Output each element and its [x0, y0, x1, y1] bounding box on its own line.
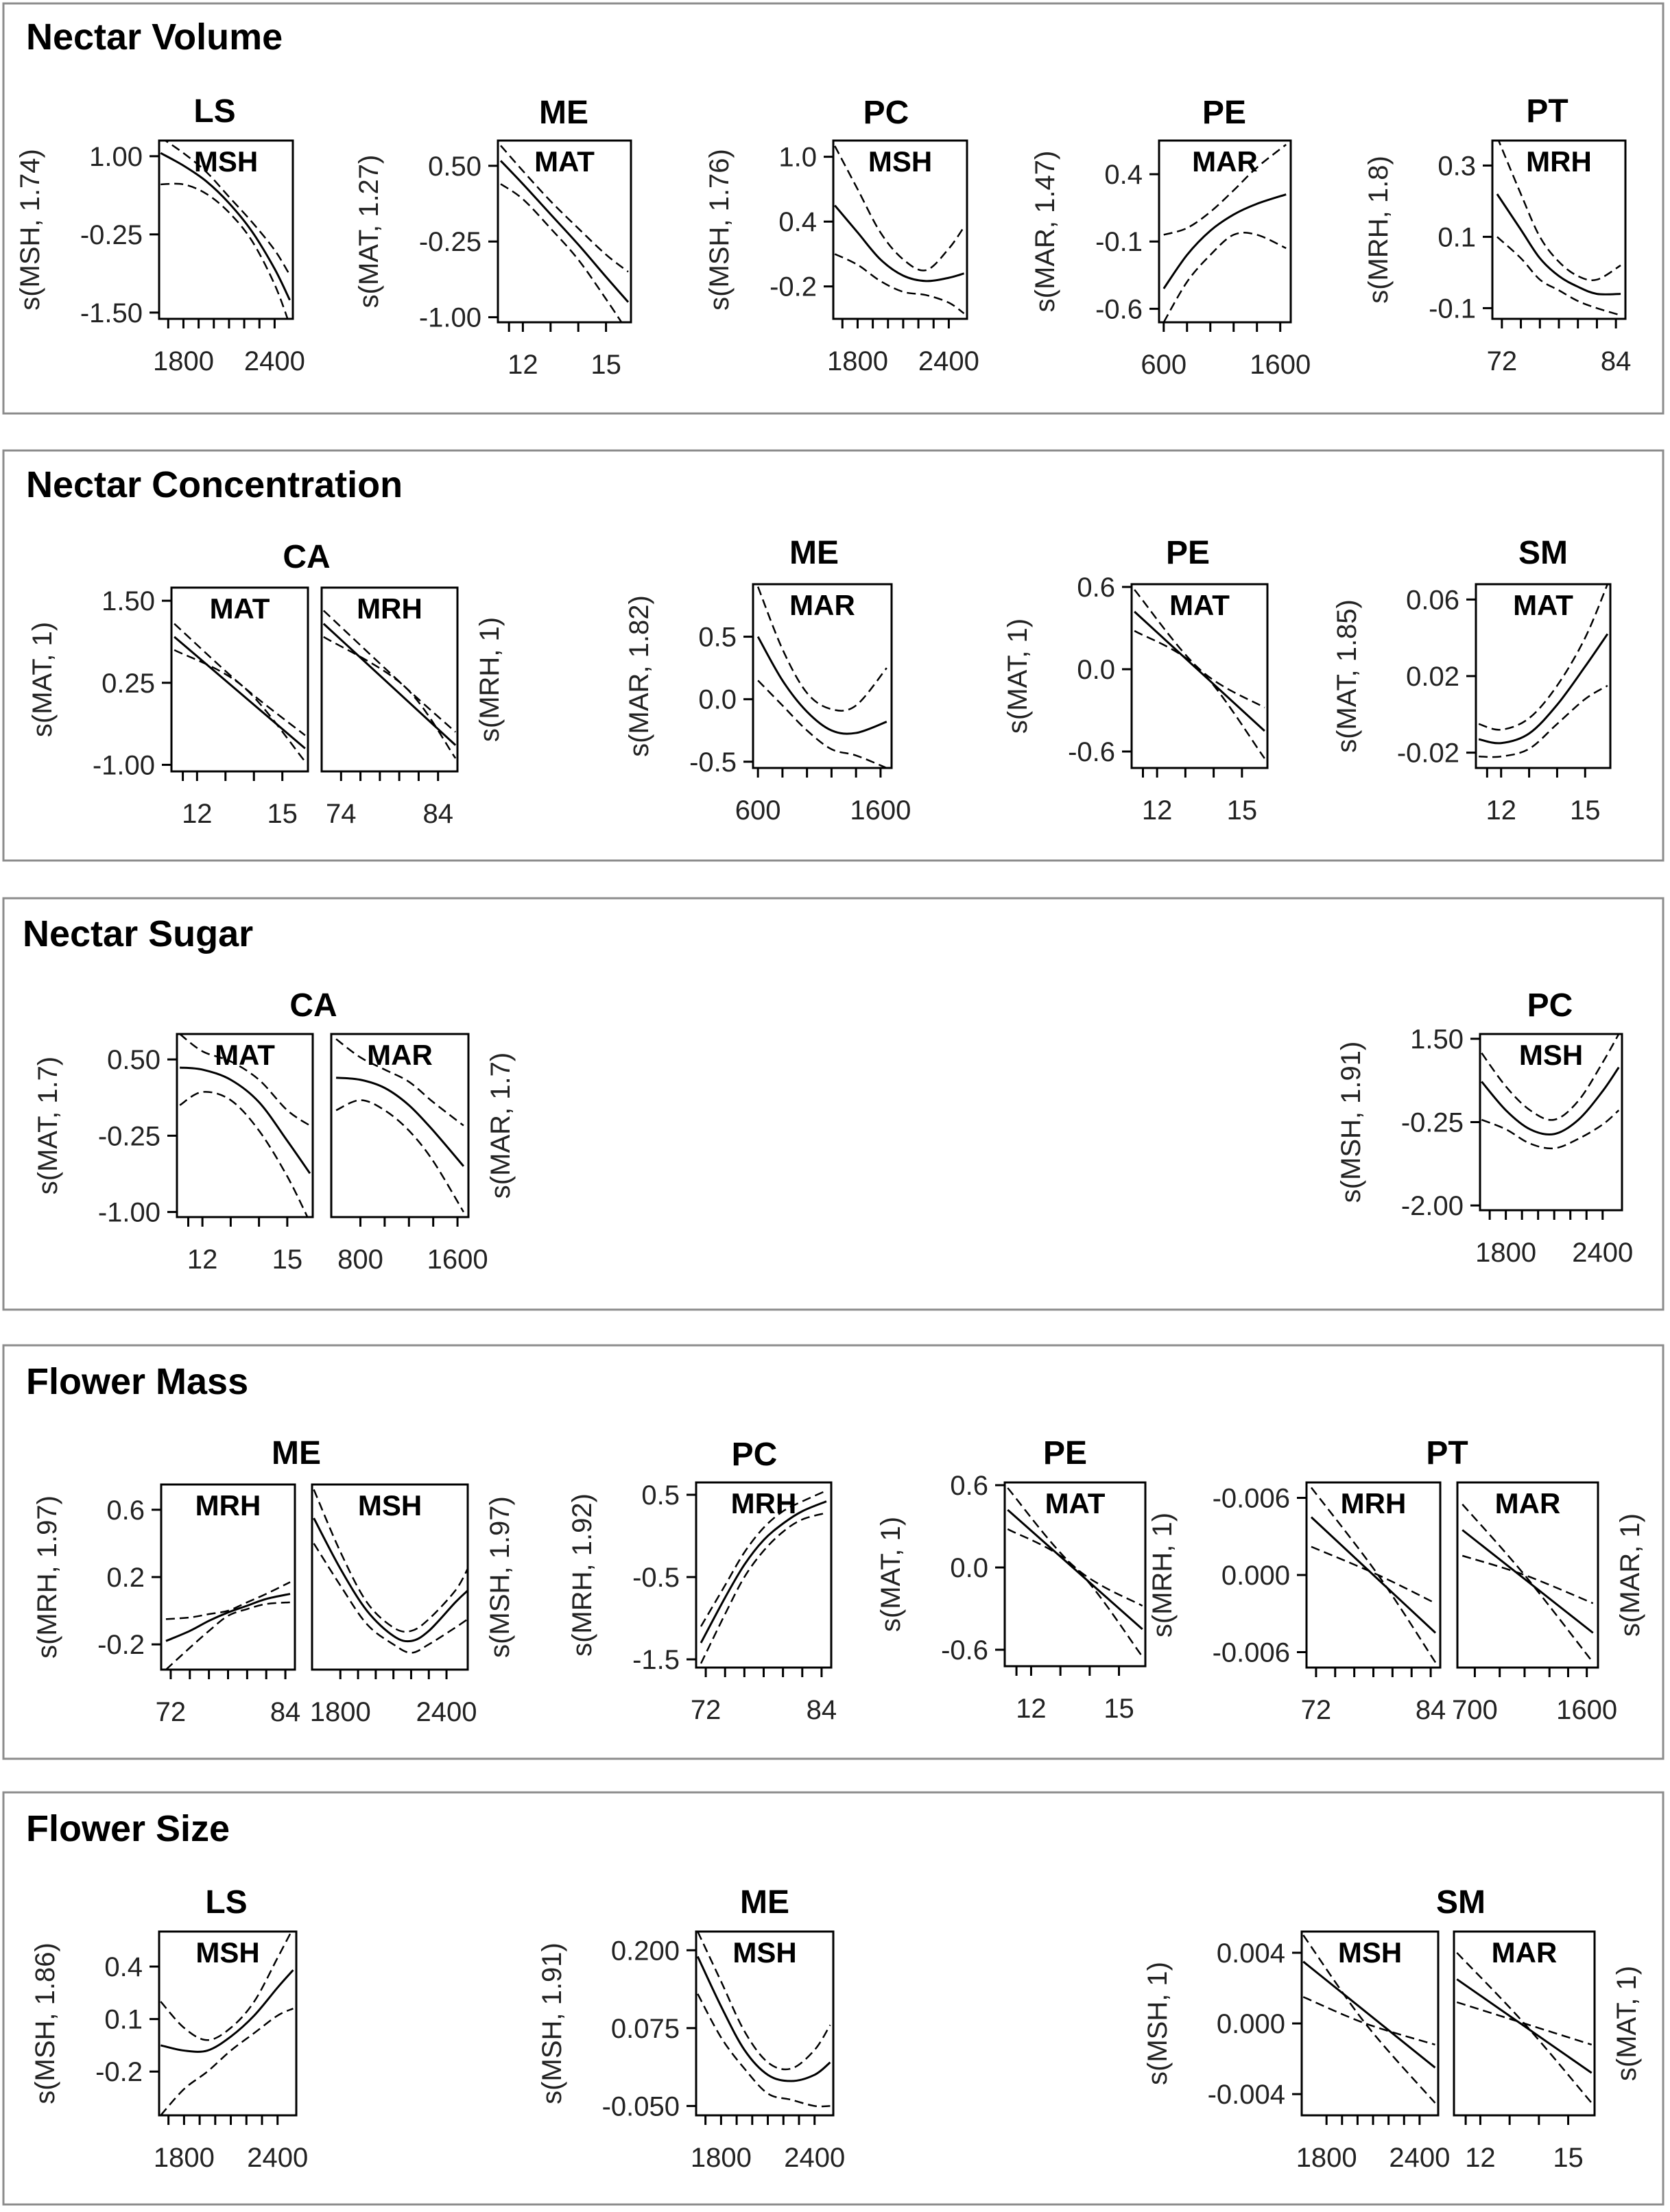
group-label: PC	[1527, 987, 1573, 1024]
y-tick-label: 0.6	[106, 1495, 145, 1526]
smooth-fit-line	[1479, 634, 1608, 743]
y-axis-label: s(MSH, 1.97)	[485, 1496, 515, 1658]
y-axis-label: s(MAT, 1)	[27, 621, 58, 738]
inner-label: MSH	[868, 145, 933, 178]
lower-ci-line	[174, 650, 305, 762]
lower-ci-line	[160, 184, 289, 325]
inner-label: MSH	[1337, 1936, 1403, 1969]
x-tick-label: 1600	[1250, 350, 1311, 380]
curve-group	[174, 624, 305, 762]
x-tick-label: 74	[326, 799, 357, 829]
y-tick-label: -0.25	[80, 219, 143, 250]
smooth-fit-line	[1497, 194, 1621, 294]
y-tick-label: -1.50	[80, 298, 143, 328]
subplot	[15, 137, 305, 376]
panel-title: Nectar Sugar	[23, 913, 254, 954]
y-tick-label: -0.1	[1429, 293, 1476, 324]
smooth-fit-line	[1462, 1530, 1593, 1633]
x-tick-label: 2400	[416, 1697, 477, 1727]
x-tick-label: 84	[1415, 1695, 1446, 1725]
inner-label: MRH	[1340, 1487, 1407, 1519]
y-tick-label: 1.50	[102, 586, 155, 617]
panel-flower-size	[3, 1792, 1663, 2204]
subplot	[33, 1034, 313, 1275]
x-tick-label: 12	[1465, 2143, 1496, 2173]
y-tick-label: 0.25	[102, 668, 155, 699]
x-tick-label: 700	[1452, 1695, 1498, 1725]
y-tick-label: -0.25	[97, 1121, 160, 1152]
upper-ci-line	[166, 1582, 290, 1619]
subplot	[1003, 573, 1267, 826]
upper-ci-line	[1457, 1953, 1591, 2103]
y-tick-label: -0.25	[1400, 1107, 1464, 1138]
x-tick-label: 1800	[1296, 2143, 1357, 2173]
x-tick-label: 15	[272, 1245, 303, 1275]
panel-title: Flower Mass	[26, 1361, 249, 1402]
group-label: PE	[1165, 535, 1210, 571]
x-tick-label: 1600	[427, 1245, 488, 1275]
inner-label: MAT	[1169, 589, 1230, 621]
inner-label: MRH	[1526, 145, 1592, 178]
smooth-fit-line	[501, 160, 628, 302]
y-axis-label: s(MAT, 1)	[876, 1516, 906, 1633]
group-label: ME	[539, 95, 588, 131]
group-label: PE	[1042, 1435, 1088, 1471]
x-tick-label: 12	[182, 799, 213, 829]
group-label: LS	[205, 1884, 248, 1921]
y-axis-label: s(MAT, 1.27)	[354, 154, 384, 309]
x-tick-label: 1800	[152, 346, 214, 376]
curve-group	[1462, 1504, 1593, 1663]
y-tick-label: -1.00	[97, 1197, 160, 1228]
x-tick-label: 15	[1226, 795, 1258, 826]
y-tick-label: 0.0	[1077, 655, 1115, 685]
group-label: SM	[1518, 535, 1568, 571]
y-axis-label: s(MAT, 1)	[1612, 1965, 1642, 2082]
y-axis-label: s(MAT, 1.85)	[1332, 599, 1362, 753]
panel-border	[3, 898, 1663, 1310]
smooth-fit-line	[758, 637, 887, 734]
subplot	[1030, 141, 1311, 380]
x-tick-label: 84	[1600, 346, 1632, 376]
y-tick-label: -1.5	[632, 1645, 680, 1675]
inner-label: MAR	[1192, 145, 1258, 178]
x-tick-label: 12	[508, 350, 538, 380]
group-label: PC	[731, 1436, 778, 1473]
y-tick-label: 0.2	[106, 1563, 145, 1593]
lower-ci-line	[1303, 1997, 1435, 2045]
y-tick-label: 0.3	[1438, 151, 1476, 182]
inner-label: MRH	[357, 592, 422, 625]
smooth-fit-line	[180, 1068, 310, 1173]
x-tick-label: 15	[1570, 795, 1601, 826]
lower-ci-line	[1481, 1110, 1619, 1149]
y-tick-label: 0.004	[1216, 1938, 1285, 1969]
x-tick-label: 15	[1104, 1694, 1134, 1724]
smooth-fit-line	[160, 1970, 293, 2052]
subplot	[1454, 1932, 1642, 2173]
x-tick-label: 600	[735, 795, 781, 826]
panel-nectar-volume	[3, 3, 1663, 413]
y-tick-label: -1.00	[418, 302, 481, 333]
x-tick-label: 72	[155, 1697, 187, 1727]
y-axis-label: s(MRH, 1)	[1147, 1512, 1178, 1638]
x-tick-label: 2400	[1389, 2143, 1451, 2173]
y-axis-label: s(MAR, 1.47)	[1030, 150, 1060, 313]
subplot	[32, 1484, 300, 1727]
y-tick-label: -0.050	[601, 2091, 680, 2122]
curve-group	[324, 611, 455, 758]
smooth-fit-line	[1134, 612, 1265, 731]
y-axis-label: s(MSH, 1.76)	[704, 149, 735, 311]
x-tick-label: 1800	[309, 1697, 371, 1727]
y-tick-label: 0.000	[1221, 1561, 1290, 1591]
panel-nectar-sugar	[3, 898, 1663, 1310]
smooth-fit-line	[174, 637, 305, 749]
inner-label: MSH	[195, 1936, 260, 1969]
subplot	[331, 1034, 516, 1275]
y-axis-label: s(MAT, 1)	[1003, 618, 1033, 734]
x-tick-label: 1600	[1556, 1695, 1618, 1725]
x-tick-label: 84	[270, 1697, 301, 1727]
y-tick-label: 0.4	[104, 1952, 143, 1983]
panel-title: Nectar Volume	[26, 16, 283, 58]
y-tick-label: 0.6	[1077, 573, 1115, 603]
x-tick-label: 12	[1016, 1694, 1047, 1724]
group-label: ME	[740, 1884, 789, 1921]
lower-ci-line	[1164, 232, 1286, 322]
subplot	[537, 1932, 845, 2173]
x-tick-label: 600	[1141, 350, 1187, 380]
group-label: CA	[289, 987, 337, 1024]
y-tick-label: -0.5	[632, 1563, 680, 1593]
x-tick-label: 15	[591, 350, 621, 380]
panel-flower-mass	[3, 1345, 1663, 1759]
smooth-fit-line	[324, 624, 455, 745]
y-tick-label: -0.6	[1068, 737, 1115, 767]
subplot	[322, 588, 505, 829]
y-tick-label: 0.200	[610, 1936, 680, 1967]
subplot	[1147, 1482, 1446, 1725]
y-tick-label: -0.2	[95, 2057, 143, 2088]
group-label: PE	[1202, 95, 1247, 131]
y-tick-label: 0.5	[698, 622, 737, 653]
y-tick-label: -0.006	[1212, 1483, 1290, 1514]
upper-ci-line	[1462, 1504, 1593, 1663]
y-tick-label: -1.00	[92, 750, 155, 781]
y-axis-label: s(MRH, 1)	[475, 616, 505, 743]
inner-label: MAR	[1491, 1936, 1558, 1969]
x-tick-label: 72	[1300, 1695, 1332, 1725]
curve-group	[1457, 1953, 1591, 2103]
y-axis-label: s(MSH, 1.86)	[30, 1943, 60, 2104]
x-tick-label: 15	[1553, 2143, 1584, 2173]
y-tick-label: 0.0	[698, 684, 737, 715]
y-tick-label: -0.25	[418, 227, 481, 258]
inner-label: MAT	[215, 1039, 275, 1071]
subplot	[310, 1484, 515, 1727]
x-tick-label: 2400	[1572, 1238, 1634, 1268]
y-tick-label: -0.004	[1207, 2080, 1285, 2111]
lower-ci-line	[1134, 631, 1265, 758]
y-axis-label: s(MSH, 1)	[1143, 1962, 1173, 2085]
smooth-fit-line	[835, 206, 964, 281]
group-label: ME	[272, 1435, 321, 1471]
x-tick-label: 1600	[850, 795, 911, 826]
y-axis-label: s(MAR, 1.82)	[624, 595, 654, 757]
subplot	[624, 584, 911, 826]
inner-label: MSH	[732, 1936, 797, 1969]
y-axis-label: s(MSH, 1.91)	[537, 1943, 567, 2104]
group-label: PT	[1426, 1435, 1468, 1471]
smooth-fit-line	[1311, 1517, 1435, 1633]
subplot	[1332, 584, 1610, 826]
inner-label: MRH	[730, 1487, 797, 1519]
x-tick-label: 1800	[690, 2143, 752, 2173]
y-tick-label: -0.6	[941, 1635, 988, 1666]
x-tick-label: 800	[337, 1245, 383, 1275]
inner-label: MAR	[1494, 1487, 1561, 1519]
y-tick-label: 0.075	[610, 2013, 680, 2044]
panel-border	[3, 450, 1663, 861]
inner-label: MAR	[367, 1039, 433, 1071]
x-tick-label: 1800	[1475, 1238, 1537, 1268]
y-tick-label: -0.1	[1095, 227, 1143, 258]
lower-ci-line	[701, 1513, 826, 1663]
y-axis-label: s(MAT, 1.7)	[33, 1056, 63, 1195]
x-tick-label: 84	[422, 799, 453, 829]
y-tick-label: -0.6	[1095, 294, 1143, 325]
x-tick-label: 2400	[784, 2143, 846, 2173]
panel-nectar-concentration	[3, 450, 1663, 861]
y-tick-label: 0.000	[1216, 2009, 1285, 2039]
subplot	[1336, 1024, 1633, 1268]
subplot	[876, 1471, 1145, 1724]
y-tick-label: -0.02	[1396, 738, 1459, 769]
y-axis-label: s(MRH, 1.8)	[1363, 156, 1394, 304]
y-axis-label: s(MAR, 1)	[1615, 1513, 1645, 1637]
x-tick-label: 2400	[918, 346, 979, 376]
x-tick-label: 12	[1486, 795, 1516, 826]
x-tick-label: 2400	[243, 346, 305, 376]
curve-group	[166, 1582, 290, 1670]
subplot	[354, 141, 631, 380]
smooth-fit-line	[701, 1502, 826, 1643]
x-tick-label: 15	[267, 799, 298, 829]
y-axis-label: s(MAR, 1.7)	[486, 1052, 516, 1199]
subplot	[27, 586, 308, 829]
x-tick-label: 12	[1141, 795, 1173, 826]
x-tick-label: 72	[1486, 346, 1518, 376]
subplot	[30, 1928, 308, 2173]
y-tick-label: 1.50	[1410, 1024, 1464, 1055]
y-tick-label: 0.1	[104, 2004, 143, 2035]
y-tick-label: 0.50	[107, 1045, 160, 1076]
y-tick-label: 0.0	[950, 1553, 988, 1583]
group-label: PC	[863, 95, 909, 131]
panel-title: Nectar Concentration	[26, 464, 403, 505]
smooth-fit-line	[1007, 1510, 1142, 1629]
y-tick-label: -0.2	[97, 1630, 145, 1661]
inner-label: MRH	[195, 1489, 261, 1522]
smooth-fit-line	[1481, 1068, 1619, 1135]
y-tick-label: -2.00	[1400, 1191, 1464, 1222]
lower-ci-line	[697, 1994, 830, 2106]
group-label: ME	[789, 535, 839, 571]
subplot	[1143, 1932, 1450, 2173]
lower-ci-line	[1007, 1529, 1142, 1657]
x-tick-label: 1800	[826, 346, 888, 376]
inner-label: MSH	[1518, 1039, 1584, 1071]
y-tick-label: 0.6	[950, 1471, 988, 1501]
inner-label: MAR	[789, 589, 855, 621]
inner-label: MSH	[193, 145, 259, 178]
y-tick-label: 0.4	[778, 207, 817, 238]
smooth-fit-line	[1457, 1980, 1591, 2073]
group-label: CA	[283, 539, 331, 575]
y-tick-label: 1.00	[89, 141, 143, 172]
y-tick-label: 0.4	[1104, 160, 1143, 191]
x-tick-label: 72	[690, 1695, 721, 1725]
y-axis-label: s(MRH, 1.92)	[567, 1493, 597, 1657]
y-tick-label: 0.06	[1406, 585, 1459, 616]
upper-ci-line	[324, 611, 455, 732]
subplot	[1363, 137, 1631, 376]
y-tick-label: -0.5	[689, 747, 737, 778]
lower-ci-line	[314, 1543, 468, 1653]
lower-ci-line	[336, 1100, 464, 1212]
inner-label: MAT	[534, 145, 595, 178]
inner-label: MSH	[357, 1489, 422, 1522]
x-tick-label: 12	[187, 1245, 218, 1275]
subplot	[1452, 1482, 1645, 1725]
subplot	[567, 1480, 837, 1725]
y-tick-label: -0.2	[770, 272, 817, 302]
y-axis-label: s(MSH, 1.74)	[15, 149, 45, 311]
smooth-fit-line	[1303, 1962, 1435, 2068]
subplot	[704, 141, 979, 376]
group-label: LS	[193, 93, 236, 130]
y-axis-label: s(MRH, 1.97)	[32, 1495, 62, 1659]
x-tick-label: 1800	[153, 2143, 215, 2173]
lower-ci-line	[1457, 2002, 1591, 2045]
group-label: SM	[1436, 1884, 1486, 1921]
inner-label: MAT	[209, 592, 270, 625]
x-tick-label: 84	[806, 1695, 837, 1725]
inner-label: MAT	[1045, 1487, 1106, 1519]
y-tick-label: 0.02	[1406, 662, 1459, 692]
y-tick-label: 0.50	[428, 151, 481, 182]
y-tick-label: 1.0	[778, 142, 817, 173]
lower-ci-line	[180, 1092, 310, 1222]
inner-label: MAT	[1513, 589, 1573, 621]
lower-ci-line	[324, 637, 455, 758]
y-tick-label: 0.1	[1438, 222, 1476, 253]
lower-ci-line	[835, 254, 964, 313]
y-tick-label: 0.5	[641, 1480, 680, 1511]
panel-title: Flower Size	[26, 1808, 230, 1849]
y-tick-label: -0.006	[1212, 1637, 1290, 1668]
upper-ci-line	[174, 624, 305, 736]
x-tick-label: 2400	[247, 2143, 309, 2173]
y-axis-label: s(MSH, 1.91)	[1336, 1041, 1366, 1203]
group-label: PT	[1526, 93, 1568, 130]
